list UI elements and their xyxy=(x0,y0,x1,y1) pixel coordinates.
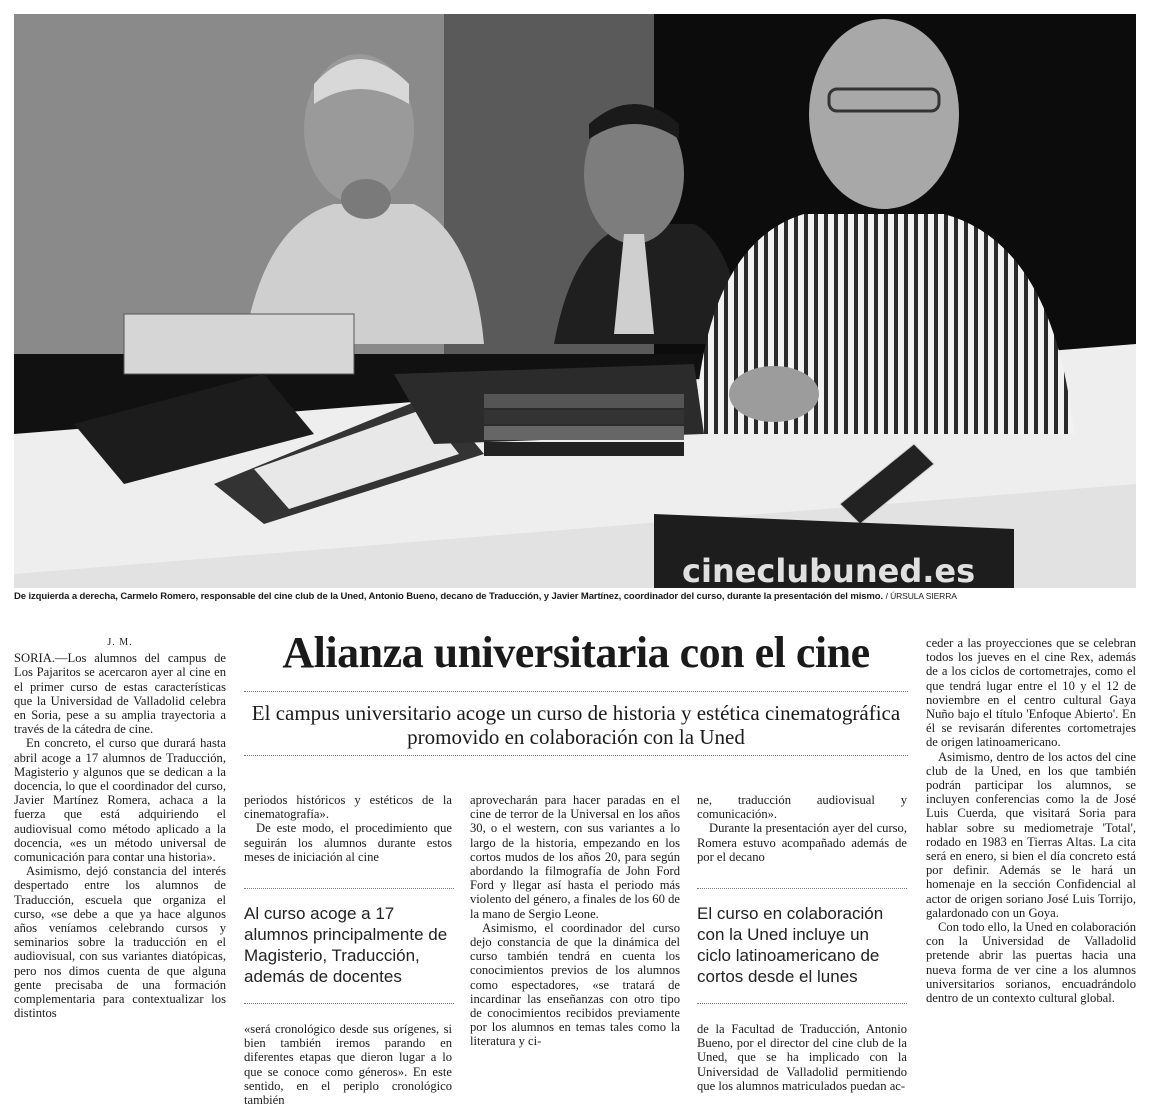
paragraph: Con todo ello, la Uned en colaboración con la Universidad de Valladolid pretende abrir las puertas hacia una nueva forma de ver cine a los alumnos universitarios sorianos, encuadrándolo dentro de un contexto cultural global. xyxy=(926,920,1136,1006)
pullquote-rule-top xyxy=(697,888,907,889)
paragraph: ceder a las proyecciones que se celebran todos los jueves en el cine Rex, además de a los ciclos de cortometrajes, como el que tendrá lugar entre el 10 y el 12 de noviembre en el centro cultural Gaya Nuño bajo el título 'Enfoque Abierto'. En él se revisarán diferentes cortometrajes de origen latinoamericano. xyxy=(926,636,1136,750)
article-photo xyxy=(14,14,1136,588)
paragraph: De este modo, el procedimiento que seguirán los alumnos durante estos meses de iniciación al cine xyxy=(244,821,452,864)
byline: J. M. xyxy=(107,637,133,648)
headline-rule xyxy=(244,691,908,692)
photo-caption xyxy=(14,591,1136,602)
paragraph: Asimismo, dejó constancia del interés despertado entre los alumnos de Traducción, escuela que organiza el curso, «se debe a que ya hace algunos años veníamos celebrando cursos y seminarios sobre la traducción en el audiovisual, con sus variantes diatópicas, pero nos dimos cuenta de que alguna gente precisaba de una formación complementaria para contextualizar los distintos xyxy=(14,864,226,1021)
headline: Alianza universitaria con el cine xyxy=(282,628,870,677)
pullquote-rule-bottom xyxy=(697,1003,907,1004)
column-1 xyxy=(14,636,226,1020)
column-3 xyxy=(470,793,680,1049)
paragraph: periodos históricos y estéticos de la cinematografía». xyxy=(244,793,452,822)
paragraph: ne, traducción audiovisual y comunicación». xyxy=(697,793,907,822)
paragraph: de la Facultad de Traducción, Antonio Bueno, por el director del cine club de la Uned, que se ha implicado con la Universidad de Valladolid permitiendo que los alumnos matriculados puedan ac- xyxy=(697,1022,907,1093)
paragraph: Asimismo, dentro de los actos del cine club de la Uned, en los que también podrán participar los alumnos, se incluyen conferencias como la de José Luis Cuerda, que visitará Soria para hablar sobre su mediometraje 'Total', rodado en 1983 en Tierras Altas. La cita será en enero, si bien el día concreto está por definir. Además se le hará un homenaje en la sección Confidencial al actor de origen soriano José Luis Torrijo, galardonado con un Goya. xyxy=(926,749,1136,920)
deck: El campus universitario acoge un curso de historia y estética cinematográfica promovido en colaboración con la Uned xyxy=(251,701,901,749)
photo-credit: / ÚRSULA SIERRA xyxy=(885,591,957,601)
press-conference-illustration xyxy=(14,14,1136,588)
paragraph: SORIA.—Los alumnos del campus de Los Pajaritos se acercaron ayer al cine en el primer curso de estas características que la Universidad de Valladolid celebra en Soria, pese a su amplia trayectoria a través de la cátedra de cine. xyxy=(14,651,226,737)
caption-text: De izquierda a derecha, Carmelo Romero, responsable del cine club de la Uned, Antonio Bueno, decano de Traducción, y Javier Martínez, coordinador del curso, durante la presentación del mismo. xyxy=(14,591,884,602)
column-4 xyxy=(697,793,907,864)
column-2-bottom xyxy=(244,1022,452,1107)
paragraph: aprovecharán para hacer paradas en el cine de terror de la Universal en los años 30, o el western, con sus variantes a lo largo de la historia, empezando en los cortos mudos de los años 20, para según abordando la filmografía de John Ford Ford y llegar así hasta el periodo más violento del género, a finales de los 60 de la mano de Sergio Leone. xyxy=(470,793,680,921)
pullquote-rule-bottom xyxy=(244,1003,454,1004)
pull-quote: Al curso acoge a 17 alumnos principalmente de Magisterio, Traducción, además de docentes xyxy=(244,904,448,986)
deck-rule xyxy=(244,755,908,756)
column-5 xyxy=(926,636,1136,1005)
paragraph: En concreto, el curso que durará hasta abril acoge a 17 alumnos de Traducción, Magisterio y algunos que se dedican a la docencia, lo que el coordinador del curso, Javier Martínez Romera, achaca a la fuerza que está adquiriendo el audiovisual como método aplicado a la docencia, «es un método universal de comunicación para contar una historia». xyxy=(14,736,226,865)
column-2 xyxy=(244,793,452,864)
poster-text: cineclubuned.es xyxy=(682,552,976,588)
paragraph: «será cronológico desde sus orígenes, si bien también iremos parando en diferentes etapas que dieron lugar a lo que se conoce como géneros». En este sentido, en el periplo cronológico también xyxy=(244,1022,452,1108)
paragraph: Asimismo, el coordinador del curso dejo constancia de que la dinámica del curso también tendrá en cuenta los conocimientos previos de los alumnos como espectadores, «se tratará de incardinar las enseñanzas con otro tipo de conocimientos recibidos previamente por los alumnos en temas tales como la literatura y ci- xyxy=(470,920,680,1049)
pullquote-rule-top xyxy=(244,888,454,889)
pull-quote: El curso en colaboración con la Uned incluye un ciclo latinoamericano de cortos desde el lunes xyxy=(697,904,884,986)
paragraph: Durante la presentación ayer del curso, Romera estuvo acompañado además de por el decano xyxy=(697,821,907,864)
column-4-bottom xyxy=(697,1022,907,1093)
